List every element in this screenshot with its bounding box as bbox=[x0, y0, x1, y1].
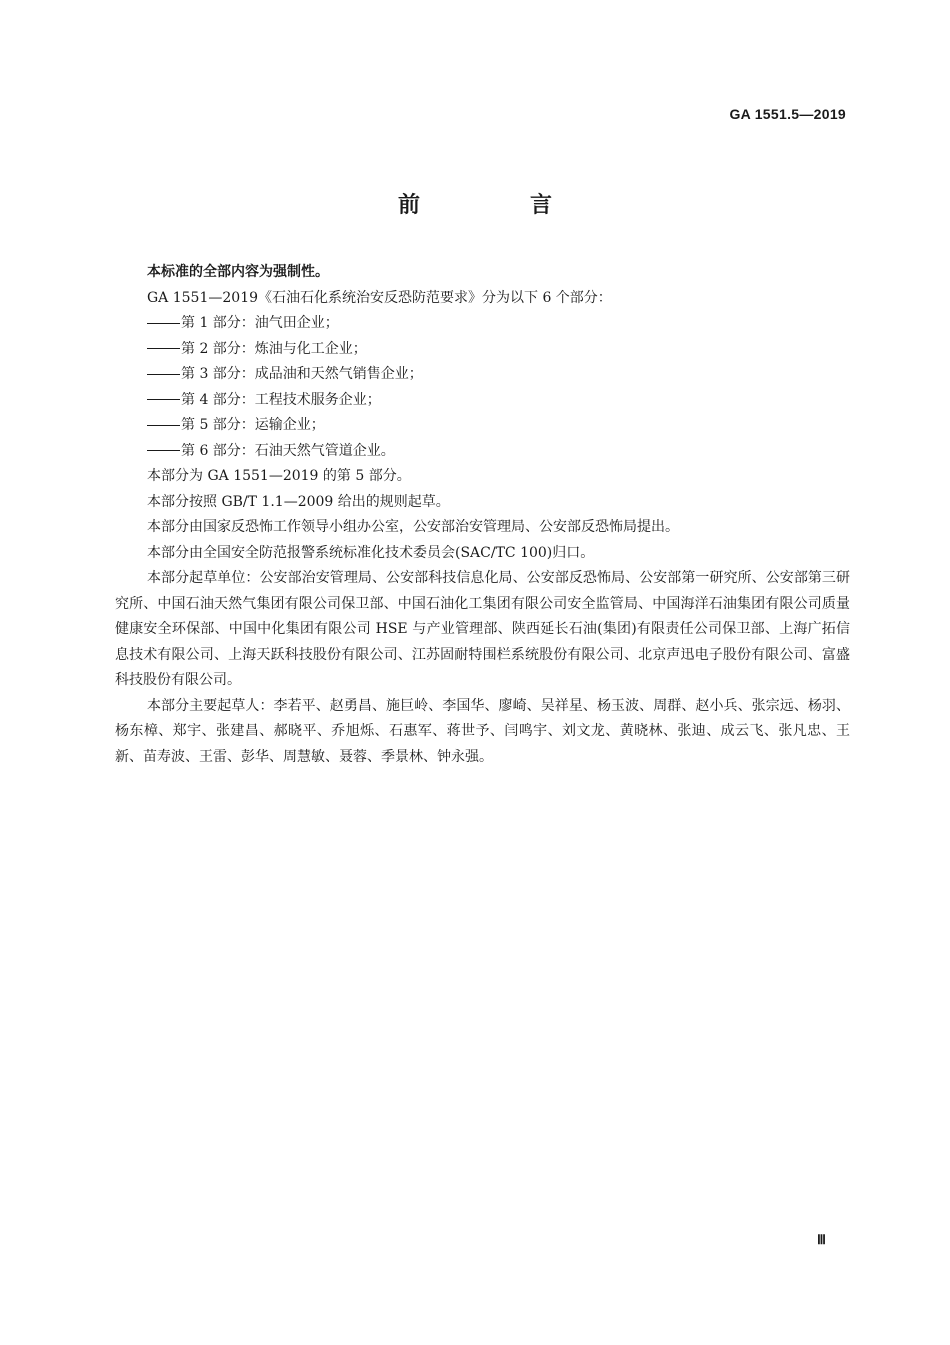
part-item-text: 第 2 部分：炼油与化工企业； bbox=[181, 340, 367, 357]
part-list-item bbox=[115, 388, 850, 414]
drafting-units-paragraph: 本部分起草单位：公安部治安管理局、公安部科技信息化局、公安部反恐怖局、公安部第一研究所、公安部第三研究所、中国石油天然气集团有限公司保卫部、中国石油化工集团有限公司安全监管局、中国海洋石油集团有限公司质量健康安全环保部、中国中化集团有限公司 HSE 与产业管理部、陕西延长石油(集团)有限责任公司保卫部、上海广拓信息技术有限公司、上海天跃科技股份有限公司、江苏固耐特围栏系统股份有限公司、北京声迅电子股份有限公司、富盛科技股份有限公司。 bbox=[115, 570, 850, 688]
part-item-text: 第 4 部分：工程技术服务企业； bbox=[181, 391, 381, 408]
part-item-text: 第 3 部分：成品油和天然气销售企业； bbox=[181, 366, 423, 382]
dash-mark bbox=[147, 399, 180, 400]
dash-mark bbox=[147, 450, 180, 451]
page-number: Ⅲ bbox=[817, 1232, 826, 1247]
this-part-statement: 本部分为 GA 1551—2019 的第 5 部分。 bbox=[147, 468, 411, 484]
dash-mark bbox=[147, 374, 180, 375]
proposed-by-statement: 本部分由国家反恐怖工作领导小组办公室，公安部治安管理局、公安部反恐怖局提出。 bbox=[147, 519, 679, 535]
document-id: GA 1551.5—2019 bbox=[729, 106, 846, 122]
part-item-text: 第 6 部分：石油天然气管道企业。 bbox=[181, 442, 395, 459]
parts-intro: GA 1551—2019《石油石化系统治安反恐防范要求》分为以下 6 个部分： bbox=[147, 289, 612, 306]
dash-mark bbox=[147, 425, 180, 426]
dash-mark bbox=[147, 348, 180, 349]
page-title: 前 言 bbox=[397, 193, 596, 218]
dash-mark bbox=[147, 323, 180, 324]
part-list-item bbox=[115, 337, 850, 363]
part-item-text: 第 5 部分：运输企业； bbox=[181, 417, 325, 433]
part-list-item bbox=[115, 311, 850, 337]
part-list-item bbox=[115, 439, 850, 465]
drafting-rules-statement: 本部分按照 GB/T 1.1—2009 给出的规则起草。 bbox=[147, 493, 450, 510]
drafters-paragraph: 本部分主要起草人：李若平、赵勇昌、施巨岭、李国华、廖崎、吴祥星、杨玉波、周群、赵小兵、张宗远、杨羽、杨东樟、郑宇、张建昌、郝晓平、乔旭烁、石惠军、蒋世予、闫鸣宇、刘文龙、黄晓林、张迪、成云飞、张凡忠、王新、苗寿波、王雷、彭华、周慧敏、聂蓉、季景林、钟永强。 bbox=[115, 697, 850, 765]
part-item-text: 第 1 部分：油气田企业； bbox=[181, 315, 339, 331]
part-list-item bbox=[115, 413, 850, 439]
mandatory-statement: 本标准的全部内容为强制性。 bbox=[147, 264, 329, 280]
foreword-body bbox=[115, 260, 850, 770]
managed-by-statement: 本部分由全国安全防范报警系统标准化技术委员会(SAC/TC 100)归口。 bbox=[147, 544, 595, 561]
part-list-item bbox=[115, 362, 850, 388]
